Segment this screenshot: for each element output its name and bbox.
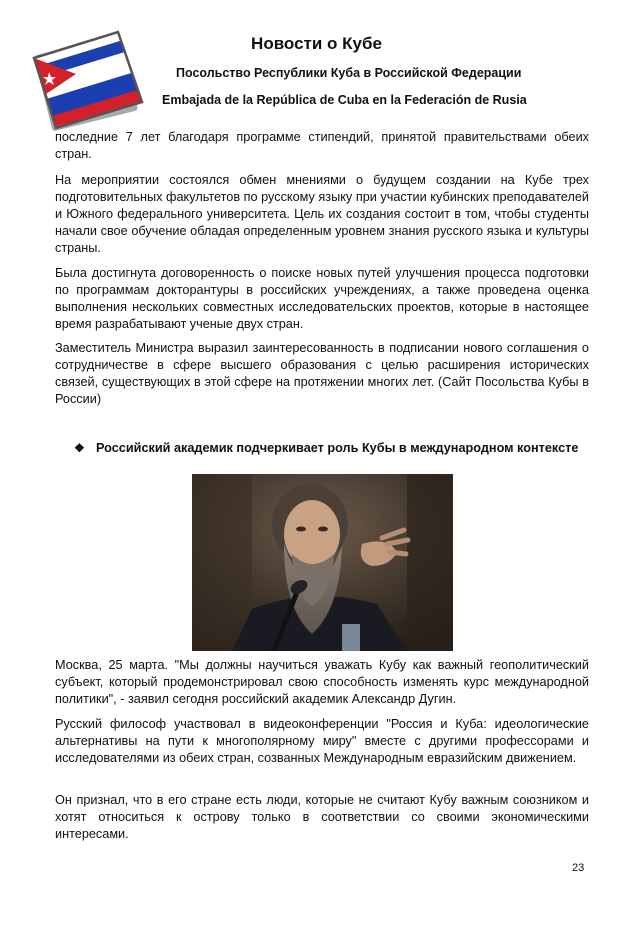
- page-number: 23: [572, 862, 585, 874]
- headline-text: Российский академик подчеркивает роль Кубы в международном контексте: [96, 441, 579, 455]
- paragraph: Была достигнута договоренность о поиске новых путей улучшения процесса подготовки по программам докторантуры в российских учреждениях, а также проведена оценка выполнения нескольких совместных исследовательских проектов, которые в настоящее время разрабатывают ученые двух стран.: [55, 266, 589, 331]
- embassy-name-spanish: Embajada de la República de Cuba en la Federación de Rusia: [162, 93, 527, 107]
- article-headline: [74, 440, 589, 457]
- page-title: Новости о Кубе: [251, 34, 382, 53]
- paragraph: последние 7 лет благодаря программе стипендий, принятой правительствами обеих стран.: [55, 130, 589, 161]
- paragraph: Заместитель Министра выразил заинтересованность в подписании нового соглашения о сотрудничестве в сфере высшего образования с целью расширения исторических связей, существующих в этой сфере на протяжении многих лет. (Сайт Посольства Кубы в России): [55, 341, 589, 406]
- paragraph: Русский философ участвовал в видеоконференции "Россия и Куба: идеологические альтернативы на пути к многополярному миру" вместе с другими профессорами и исследователями из обеих стран, созванных Международным евразийским движением.: [55, 717, 589, 765]
- portrait-photo: [192, 474, 453, 651]
- embassy-name-russian: Посольство Республики Куба в Российской Федерации: [176, 66, 522, 80]
- diamond-bullet-icon: ❖: [74, 441, 85, 455]
- paragraph: Он признал, что в его стране есть люди, которые не считают Кубу важным союзником и хотят относиться к острову только в соответствии со своими экономическими интересами.: [55, 793, 589, 841]
- paragraph: На мероприятии состоялся обмен мнениями о будущем создании на Кубе трех подготовительных факультетов по русскому языку при участии кубинских преподавателей и Южного федерального университета. Цель их создания состоит в том, чтобы студенты начали свое обучение обладая определенным уровнем знания русского языка и культуры страны.: [55, 173, 589, 255]
- paragraph: Москва, 25 марта. "Мы должны научиться уважать Кубу как важный геополитический субъект, который продемонстрировал свою способность изменять курс международной политики", - заявил сегодня российский академик Александр Дугин.: [55, 658, 589, 706]
